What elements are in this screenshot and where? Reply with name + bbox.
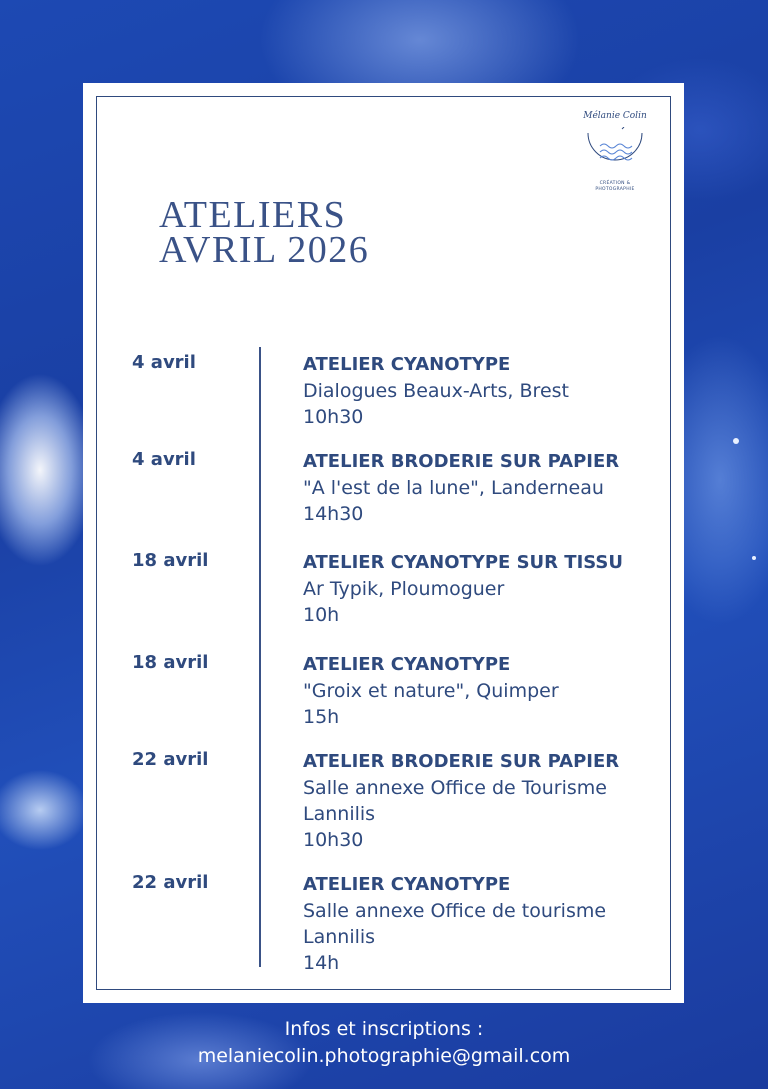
background-speck — [752, 556, 756, 560]
schedule-card — [83, 83, 684, 1003]
brand-name: Mélanie Colin — [583, 111, 647, 121]
event-location: "Groix et nature", Quimper — [303, 680, 559, 702]
event-time: 10h — [303, 604, 340, 626]
footer-info-label: Infos et inscriptions : — [284, 1018, 484, 1040]
event-time: 14h — [303, 952, 340, 974]
brand-subtitle: CRÉATION & PHOTOGRAPHIE — [595, 181, 635, 192]
background-speck — [733, 438, 739, 444]
event-details — [303, 872, 683, 976]
waves-logo-icon — [584, 127, 646, 177]
event-date: 22 avril — [132, 749, 209, 770]
event-title: ATELIER BRODERIE SUR PAPIER — [303, 451, 620, 472]
event-date: 4 avril — [132, 352, 196, 373]
contact-email: melaniecolin.photographie@gmail.com — [197, 1045, 571, 1067]
event-date: 4 avril — [132, 449, 196, 470]
event-location: "A l'est de la lune", Landerneau — [303, 477, 604, 499]
event-date: 18 avril — [132, 550, 209, 571]
event-location: Salle annexe Office de Tourisme — [303, 777, 607, 799]
event-details — [303, 449, 683, 527]
event-time: 10h30 — [303, 829, 364, 851]
event-details — [303, 749, 683, 853]
contact-footer — [0, 1016, 768, 1070]
event-date: 22 avril — [132, 872, 209, 893]
event-details — [303, 352, 683, 430]
event-details — [303, 550, 683, 628]
event-location: Salle annexe Office de tourisme — [303, 900, 607, 922]
event-title: ATELIER CYANOTYPE — [303, 354, 511, 375]
timeline-divider — [259, 347, 261, 967]
title-line-2: AVRIL 2026 — [159, 229, 370, 271]
event-town: Lannilis — [303, 926, 376, 948]
page-title — [159, 194, 370, 271]
event-time: 10h30 — [303, 406, 364, 428]
event-title: ATELIER CYANOTYPE SUR TISSU — [303, 552, 624, 573]
event-date: 18 avril — [132, 652, 209, 673]
brand-logo — [569, 111, 661, 193]
event-town: Lannilis — [303, 803, 376, 825]
title-line-1: ATELIERS — [159, 194, 347, 236]
event-title: ATELIER CYANOTYPE — [303, 874, 511, 895]
event-details — [303, 652, 683, 730]
event-time: 14h30 — [303, 503, 364, 525]
event-title: ATELIER CYANOTYPE — [303, 654, 511, 675]
event-location: Dialogues Beaux-Arts, Brest — [303, 380, 569, 402]
event-time: 15h — [303, 706, 340, 728]
event-title: ATELIER BRODERIE SUR PAPIER — [303, 751, 620, 772]
event-location: Ar Typik, Ploumoguer — [303, 578, 505, 600]
